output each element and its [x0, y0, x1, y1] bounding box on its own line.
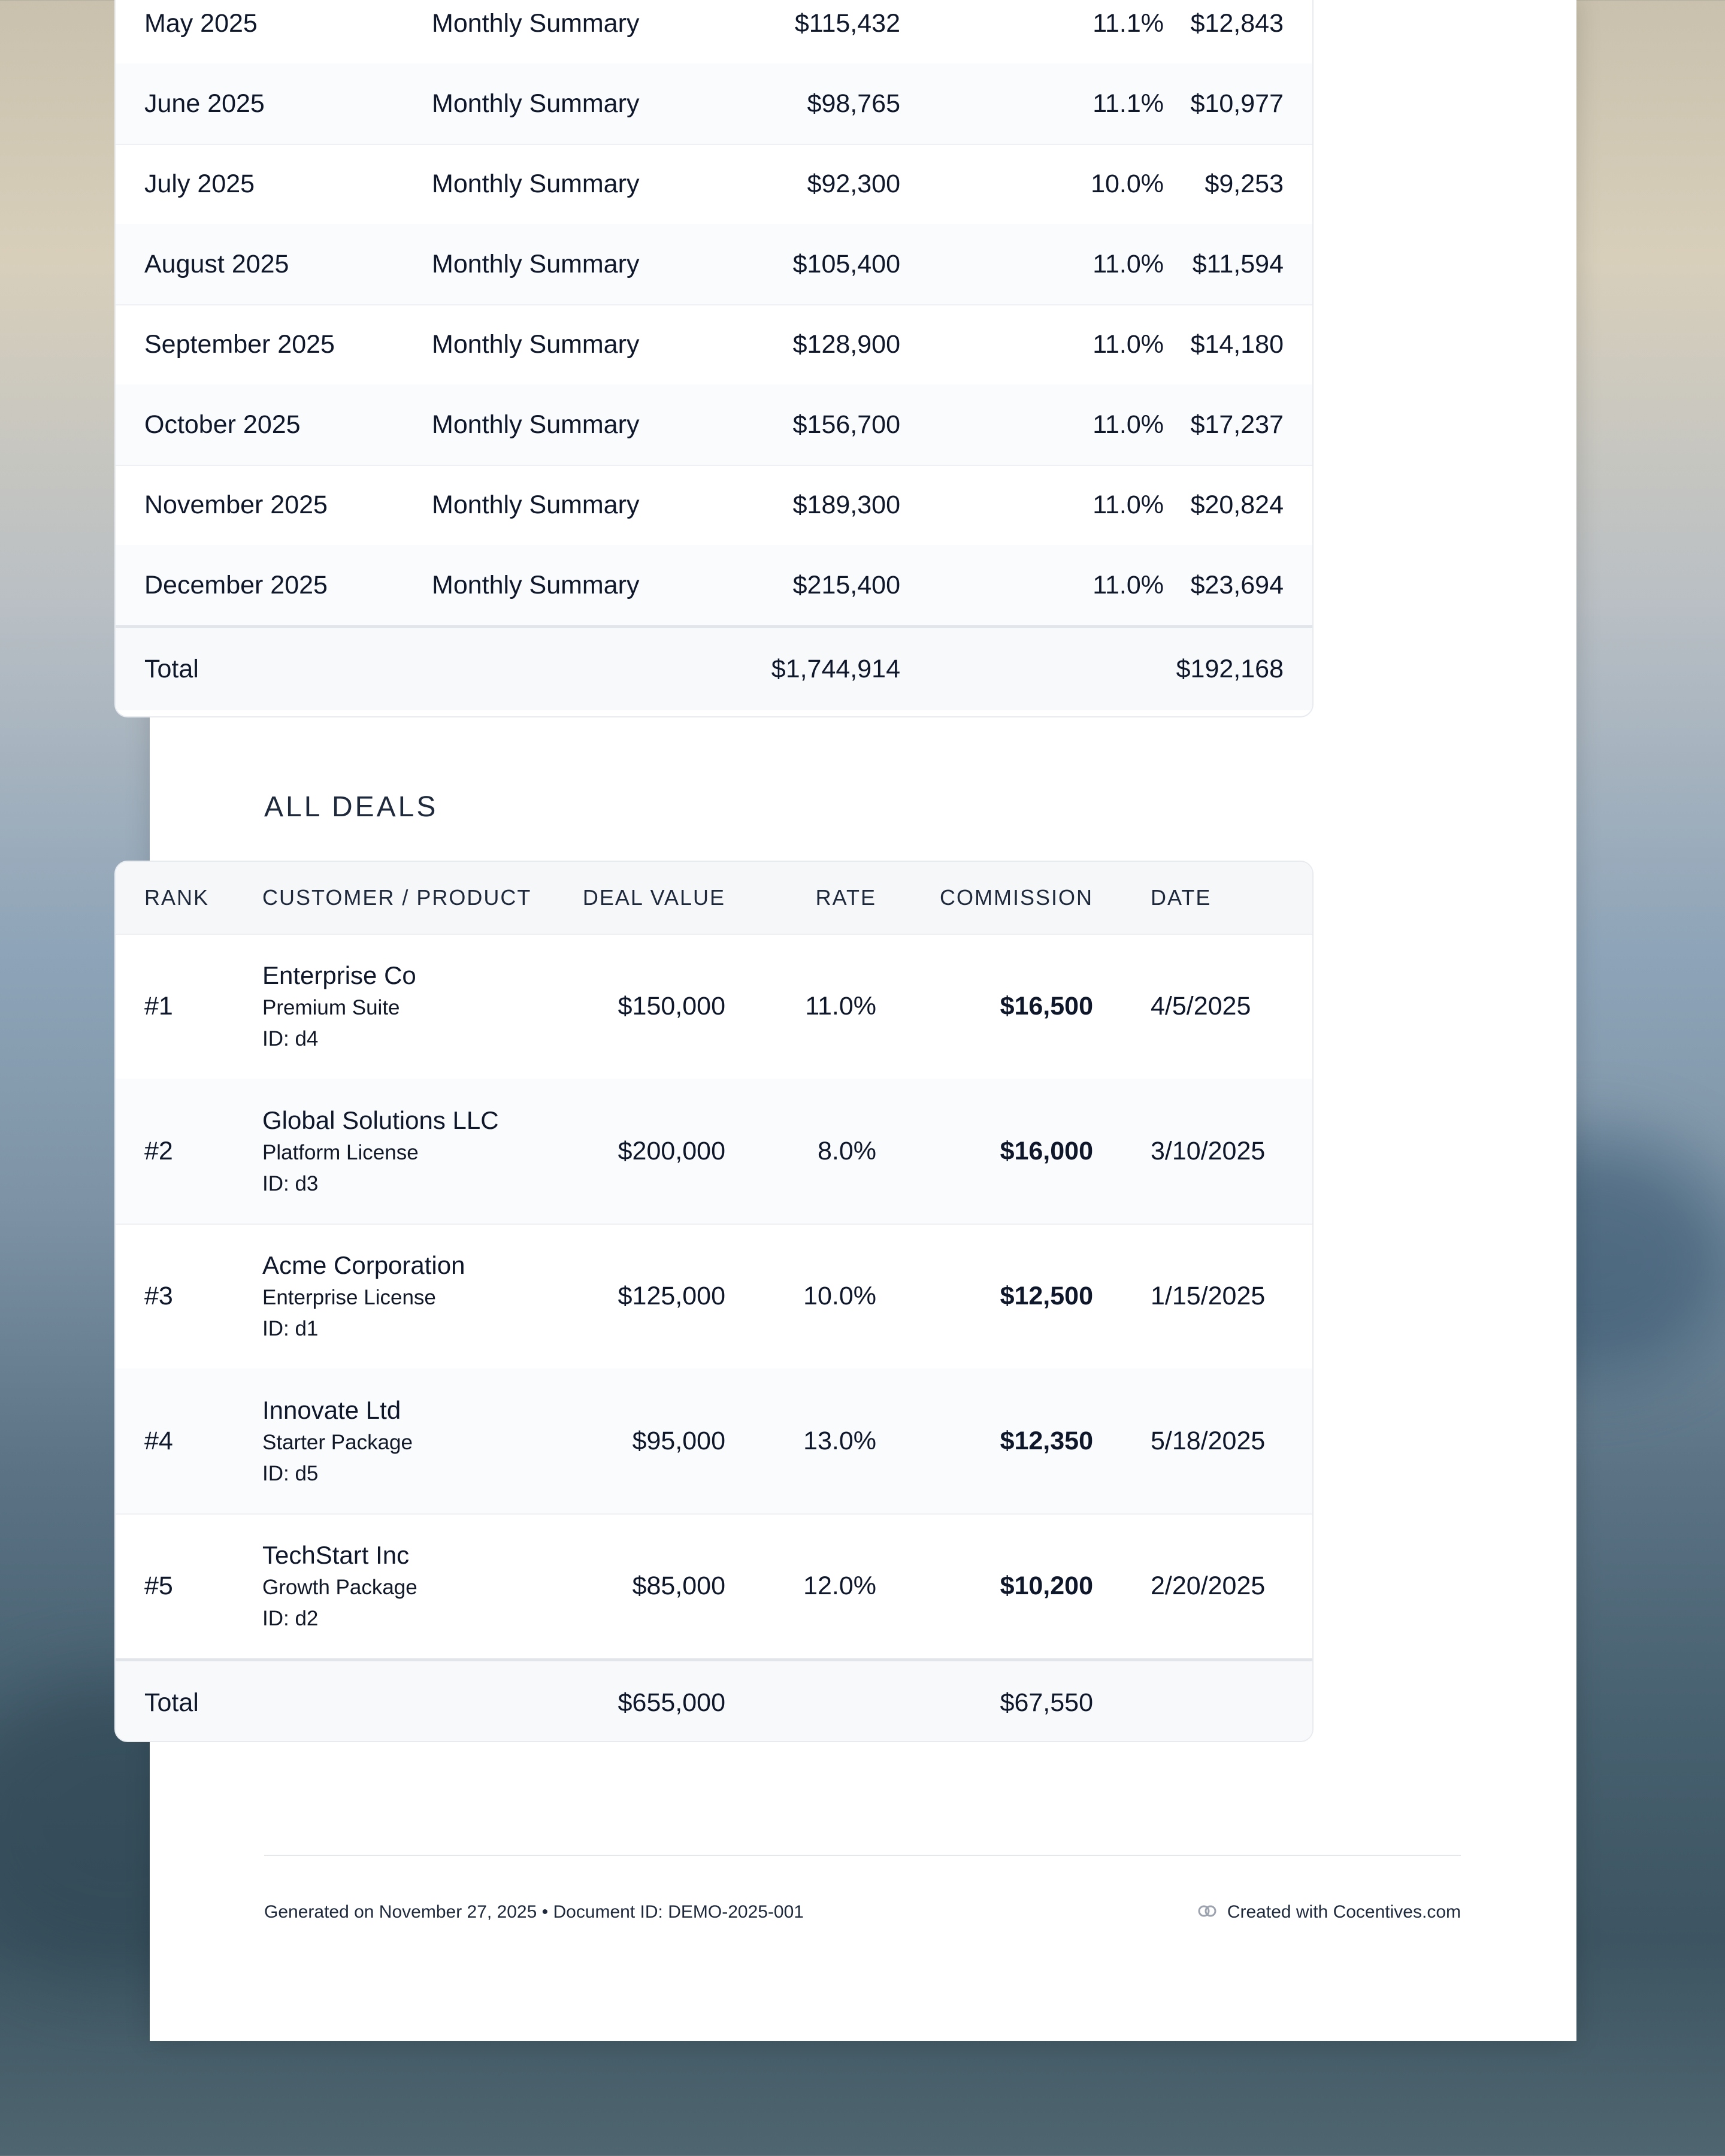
table-row — [116, 304, 1312, 386]
rank-cell: #4 — [144, 1426, 173, 1455]
deal-value-cell: $95,000 — [632, 1426, 725, 1455]
commission-cell: $10,977 — [1190, 89, 1284, 118]
table-row — [116, 63, 1312, 145]
header-date: DATE — [1151, 885, 1212, 910]
customer-name: Acme Corporation — [262, 1251, 465, 1279]
deal-value-cell: $125,000 — [618, 1281, 725, 1310]
revenue-cell: $115,432 — [794, 8, 900, 38]
rate-cell: 11.1% — [1092, 89, 1164, 118]
commission-cell: $14,180 — [1190, 329, 1284, 359]
commission-cell: $17,237 — [1190, 410, 1284, 439]
rate-cell: 11.0% — [1092, 249, 1164, 278]
rate-cell: 11.0% — [1092, 490, 1164, 519]
rate-cell: 11.0% — [805, 991, 876, 1021]
deal-value-cell: $150,000 — [618, 991, 725, 1021]
rate-cell: 8.0% — [817, 1136, 876, 1165]
customer-cell — [262, 1224, 465, 1368]
product-name: Starter Package — [262, 1431, 413, 1454]
rate-cell: 10.0% — [1091, 169, 1164, 198]
total-label: Total — [144, 1688, 199, 1717]
commission-cell: $12,843 — [1190, 8, 1284, 38]
rate-cell: 11.1% — [1092, 8, 1164, 38]
table-row — [116, 0, 1312, 65]
link-icon — [1197, 1902, 1218, 1922]
date-cell: 1/15/2025 — [1151, 1281, 1266, 1310]
total-commission: $192,168 — [1176, 655, 1284, 683]
deal-id: ID: d2 — [262, 1607, 319, 1630]
month-cell: June 2025 — [144, 89, 265, 118]
commission-cell: $12,500 — [1000, 1281, 1093, 1310]
total-row — [116, 1658, 1312, 1742]
commission-cell: $16,000 — [1000, 1136, 1093, 1165]
table-row — [116, 1224, 1312, 1370]
customer-name: Global Solutions LLC — [262, 1106, 499, 1134]
header-customer: CUSTOMER / PRODUCT — [262, 885, 532, 910]
commission-cell: $10,200 — [1000, 1571, 1093, 1600]
table-header — [116, 862, 1312, 935]
product-name: Growth Package — [262, 1576, 417, 1599]
footer-divider — [264, 1855, 1461, 1856]
deals-table — [114, 861, 1314, 1742]
type-cell: Monthly Summary — [432, 329, 640, 359]
month-cell: July 2025 — [144, 169, 255, 198]
deal-id: ID: d1 — [262, 1317, 319, 1340]
commission-cell: $16,500 — [1000, 991, 1093, 1021]
total-label: Total — [144, 655, 199, 683]
customer-name: TechStart Inc — [262, 1541, 410, 1569]
commission-cell: $11,594 — [1192, 249, 1284, 278]
deal-id: ID: d4 — [262, 1027, 319, 1050]
month-cell: November 2025 — [144, 490, 328, 519]
total-revenue: $1,744,914 — [771, 655, 900, 683]
customer-cell — [262, 1513, 417, 1658]
type-cell: Monthly Summary — [432, 410, 640, 439]
date-cell: 4/5/2025 — [1151, 991, 1251, 1021]
header-rate: RATE — [815, 885, 876, 910]
product-name: Enterprise License — [262, 1286, 436, 1309]
rate-cell: 11.0% — [1092, 329, 1164, 359]
rate-cell: 12.0% — [803, 1571, 876, 1600]
deal-id: ID: d3 — [262, 1172, 319, 1195]
total-row — [116, 625, 1312, 710]
header-deal-value: DEAL VALUE — [582, 885, 725, 910]
rate-cell: 13.0% — [803, 1426, 876, 1455]
rate-cell: 11.0% — [1092, 570, 1164, 599]
revenue-cell: $98,765 — [807, 89, 900, 118]
commission-cell: $12,350 — [1000, 1426, 1093, 1455]
date-cell: 2/20/2025 — [1151, 1571, 1266, 1600]
commission-cell: $23,694 — [1190, 570, 1284, 599]
customer-name: Innovate Ltd — [262, 1396, 401, 1424]
footer-credit[interactable] — [1197, 1902, 1461, 1922]
type-cell: Monthly Summary — [432, 570, 640, 599]
table-row — [116, 545, 1312, 626]
product-name: Premium Suite — [262, 996, 400, 1019]
table-row — [116, 1513, 1312, 1660]
type-cell: Monthly Summary — [432, 490, 640, 519]
type-cell: Monthly Summary — [432, 89, 640, 118]
customer-name: Enterprise Co — [262, 961, 416, 989]
rank-cell: #2 — [144, 1136, 173, 1165]
total-deal-value: $655,000 — [618, 1688, 725, 1717]
revenue-cell: $215,400 — [792, 570, 900, 599]
month-cell: December 2025 — [144, 570, 328, 599]
customer-cell — [262, 1368, 413, 1513]
date-cell: 5/18/2025 — [1151, 1426, 1266, 1455]
deal-id: ID: d5 — [262, 1462, 319, 1485]
commission-cell: $20,824 — [1190, 490, 1284, 519]
month-cell: May 2025 — [144, 8, 258, 38]
table-row — [116, 1368, 1312, 1515]
table-row — [116, 384, 1312, 466]
month-cell: September 2025 — [144, 329, 335, 359]
table-row — [116, 465, 1312, 546]
rank-cell: #1 — [144, 991, 173, 1021]
rank-cell: #3 — [144, 1281, 173, 1310]
deal-value-cell: $85,000 — [632, 1571, 725, 1600]
footer-credit-label[interactable]: Created with Cocentives.com — [1227, 1902, 1461, 1922]
revenue-cell: $92,300 — [807, 169, 900, 198]
table-row — [116, 224, 1312, 305]
customer-cell — [262, 1079, 499, 1224]
product-name: Platform License — [262, 1141, 419, 1164]
rate-cell: 10.0% — [803, 1281, 876, 1310]
revenue-cell: $128,900 — [792, 329, 900, 359]
revenue-cell: $189,300 — [792, 490, 900, 519]
section-title-all-deals: ALL DEALS — [264, 791, 438, 823]
month-cell: October 2025 — [144, 410, 301, 439]
table-row — [116, 1079, 1312, 1225]
table-row — [116, 144, 1312, 225]
monthly-summary-table — [114, 0, 1314, 717]
type-cell: Monthly Summary — [432, 249, 640, 278]
header-commission: COMMISSION — [939, 885, 1093, 910]
month-cell: August 2025 — [144, 249, 289, 278]
deal-value-cell: $200,000 — [618, 1136, 725, 1165]
rank-cell: #5 — [144, 1571, 173, 1600]
table-row — [116, 934, 1312, 1080]
type-cell: Monthly Summary — [432, 8, 640, 38]
commission-cell: $9,253 — [1205, 169, 1284, 198]
revenue-cell: $156,700 — [792, 410, 900, 439]
footer-generated-info: Generated on November 27, 2025 • Document ID: DEMO-2025-001 — [264, 1902, 804, 1922]
revenue-cell: $105,400 — [792, 249, 900, 278]
total-commission: $67,550 — [1000, 1688, 1093, 1717]
rate-cell: 11.0% — [1092, 410, 1164, 439]
date-cell: 3/10/2025 — [1151, 1136, 1266, 1165]
header-rank: RANK — [144, 885, 210, 910]
customer-cell — [262, 934, 416, 1079]
type-cell: Monthly Summary — [432, 169, 640, 198]
